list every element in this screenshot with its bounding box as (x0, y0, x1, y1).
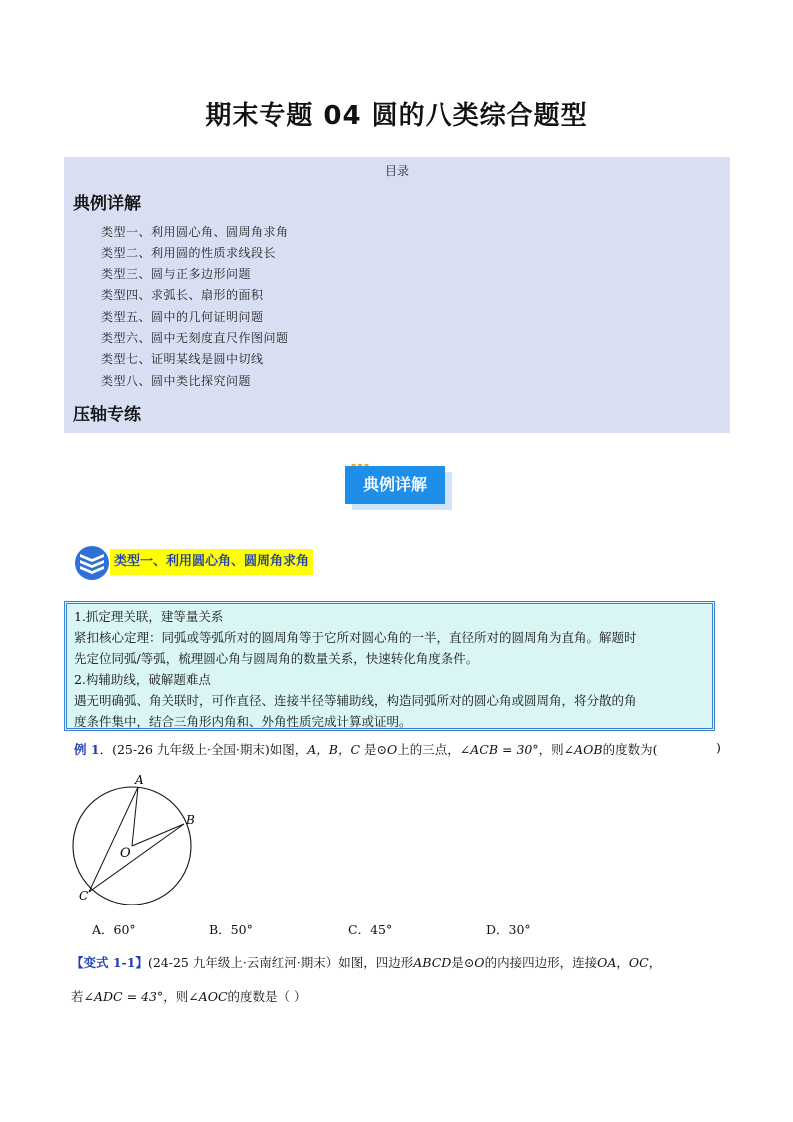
type-header-label: 类型一、利用圆心角、圆周角求角 (110, 549, 313, 575)
toc-item[interactable]: 类型六、圆中无刻度直尺作图问题 (101, 331, 289, 345)
tip-line: 度条件集中，结合三角形内角和、外角性质完成计算或证明。 (74, 714, 412, 729)
answer-bracket-close: ) (716, 740, 721, 755)
question-math: ∠AOC (188, 989, 228, 1004)
point-b-label: B (186, 813, 195, 827)
question-text: 的度数是（ ） (227, 989, 307, 1004)
tip-line: 紧扣核心定理：同弧或等弧所对的圆周角等于它所对圆心角的一半，直径所对的圆周角为直角。解题时 (74, 630, 637, 645)
toc-heading: 目录 (384, 164, 409, 178)
question-math: ∠AOB (563, 742, 603, 757)
option-b[interactable]: B．50° (209, 922, 253, 937)
toc-item[interactable]: 类型五、圆中的几何证明问题 (101, 310, 264, 324)
toc-section-examples[interactable]: 典例详解 (73, 194, 141, 214)
toc-item[interactable]: 类型四、求弧长、扇形的面积 (101, 288, 264, 302)
question-text: ，则 (538, 742, 564, 757)
question-math: OC (628, 955, 649, 970)
page-title: 期末专题 04 圆的八类综合题型 (205, 101, 588, 131)
question-text: ，则 (163, 989, 189, 1004)
point-c-label: C (79, 889, 89, 903)
option-c[interactable]: C．45° (348, 922, 393, 937)
question-text: 的内接四边形，连接 (484, 955, 598, 970)
variant-1-1-question (71, 953, 661, 971)
center-o-label: O (120, 846, 131, 861)
section-banner: 典例详解 (345, 466, 445, 504)
question-math: ∠ACB = 30° (459, 742, 539, 757)
toc-item[interactable]: 类型八、圆中类比探究问题 (101, 374, 252, 388)
question-math: ABCD (413, 955, 452, 970)
variant-1-1-question-line2 (71, 987, 307, 1005)
question-text: 的度数为( (602, 742, 658, 757)
question-math: A，B，C (307, 742, 361, 757)
question-text: ， (616, 955, 629, 970)
variant-label: 【变式 1-1】 (71, 955, 148, 970)
question-text: ．(25-26 九年级上·全国·期末)如图， (99, 742, 308, 757)
question-math: ⊙O (463, 955, 485, 970)
option-a[interactable]: A．60° (92, 922, 136, 937)
example-label: 例 1 (74, 742, 100, 757)
toc-item[interactable]: 类型三、圆与正多边形问题 (101, 267, 252, 281)
question-text: 若 (71, 989, 84, 1004)
question-text: 是 (451, 955, 464, 970)
option-d[interactable]: D．30° (486, 922, 531, 937)
toc-item[interactable]: 类型二、利用圆的性质求线段长 (101, 246, 277, 260)
toc-section-final[interactable]: 压轴专练 (73, 405, 141, 425)
toc-item[interactable]: 类型一、利用圆心角、圆周角求角 (101, 225, 289, 239)
question-math: ∠ADC = 43° (83, 989, 164, 1004)
example-1-question (74, 740, 657, 758)
tip-line: 先定位同弧/等弧，梳理圆心角与圆周角的数量关系，快速转化角度条件。 (74, 651, 479, 666)
question-text: 上的三点， (397, 742, 460, 757)
question-text: ， (648, 955, 662, 970)
tip-line: 2.构辅助线，破解题难点 (74, 672, 211, 687)
tip-line: 1.抓定理关联，建等量关系 (74, 609, 224, 624)
tip-line: 遇无明确弧、角关联时，可作直径、连接半径等辅助线，构造同弧所对的圆心角或圆周角，将分散的角 (74, 693, 637, 708)
circle-figure (66, 770, 206, 905)
question-math: ⊙O (376, 742, 398, 757)
point-a-label: A (135, 773, 144, 787)
table-of-contents (64, 157, 730, 433)
books-icon (74, 545, 110, 581)
toc-item[interactable]: 类型七、证明某线是圆中切线 (101, 352, 264, 366)
question-math: OA (597, 955, 617, 970)
tips-box (64, 601, 715, 731)
question-text: (24-25 九年级上·云南红河·期末）如图，四边形 (147, 955, 414, 970)
question-text: 是 (360, 742, 377, 757)
